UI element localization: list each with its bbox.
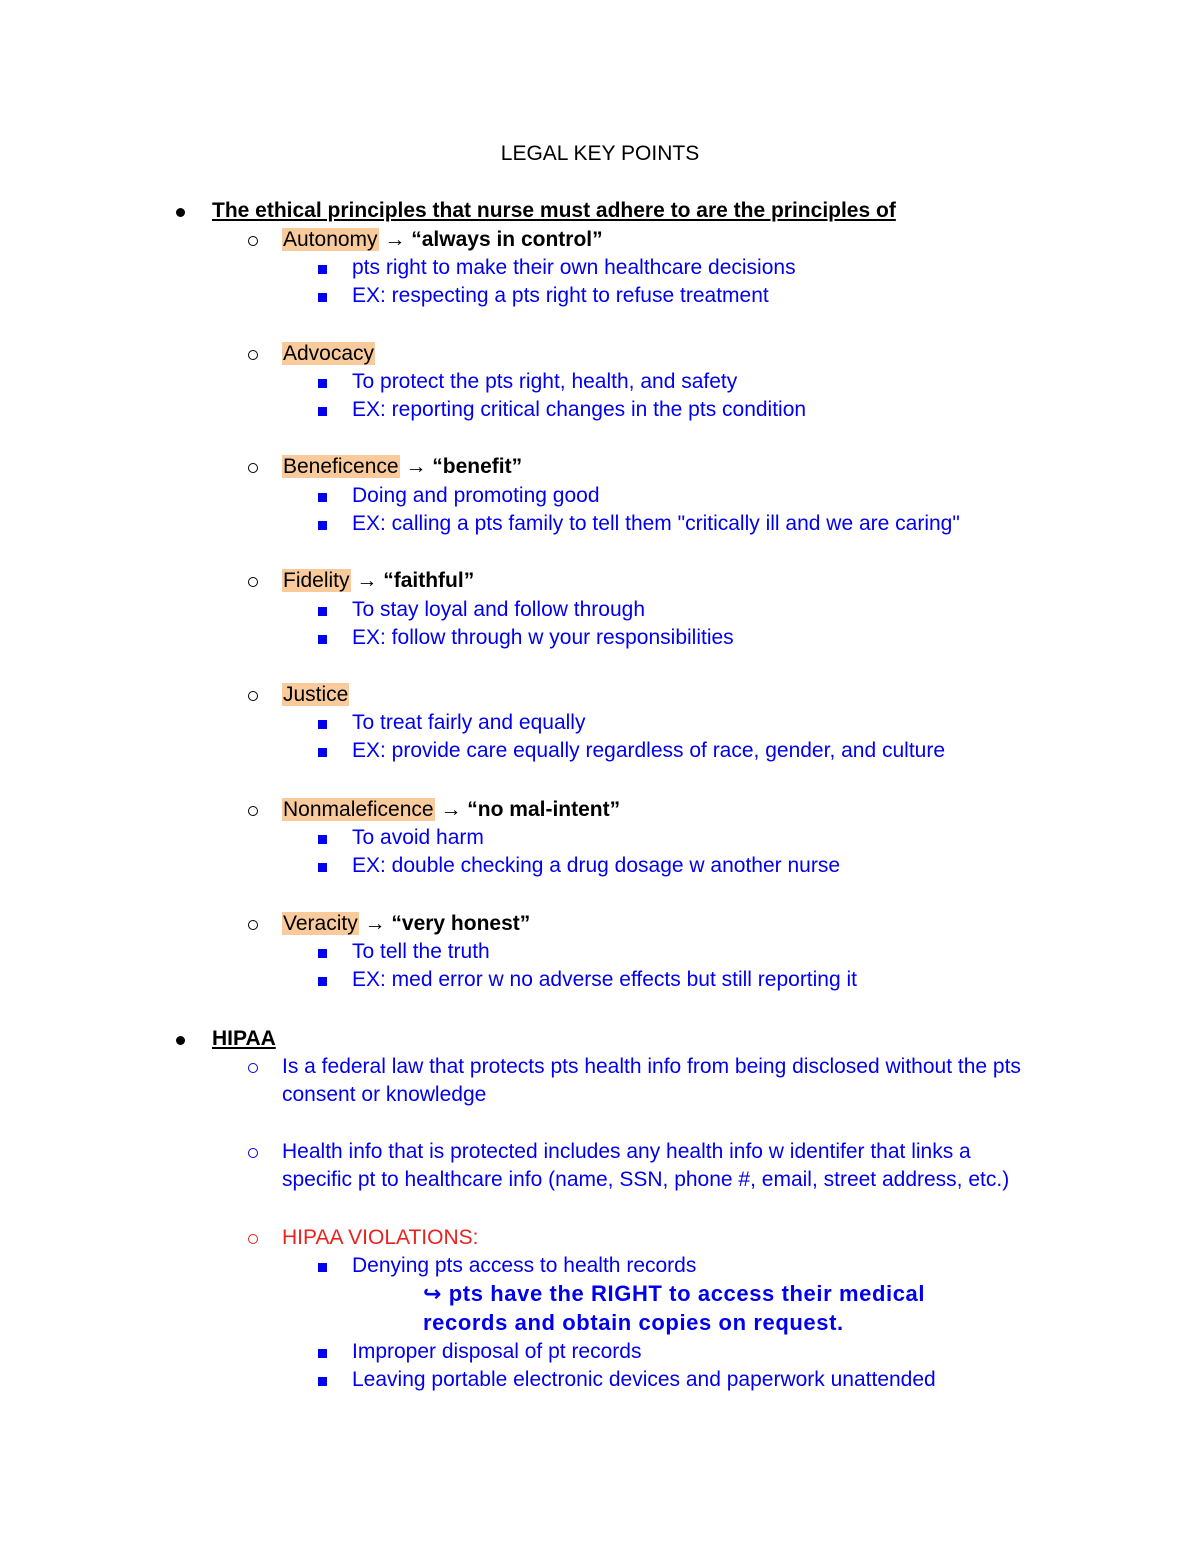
hipaa-protected-line-1: Health info that is protected includes any health info w identifer that links a xyxy=(282,1140,971,1163)
bullet-circle xyxy=(248,226,258,254)
list-item: Improper disposal of pt records xyxy=(352,1340,642,1363)
bullet-circle xyxy=(248,340,258,368)
principle-veracity: Veracity → “very honest” xyxy=(283,912,531,935)
bullet-square xyxy=(318,254,327,282)
emphasis-line-2: records and obtain copies on request. xyxy=(423,1310,844,1335)
bullet-circle xyxy=(248,453,258,481)
principle-fidelity: Fidelity → “faithful” xyxy=(283,569,475,592)
principle-autonomy: Autonomy → “always in control” xyxy=(283,228,603,251)
bullet-square xyxy=(318,1252,327,1280)
bullet-square xyxy=(318,966,327,994)
bullet-square xyxy=(318,624,327,652)
bullet-square xyxy=(318,510,327,538)
hipaa-protected-line-2: specific pt to healthcare info (name, SSN, phone #, email, street address, etc.) xyxy=(282,1168,1010,1191)
bullet-square xyxy=(318,852,327,880)
bullet-square xyxy=(318,368,327,396)
bullet-circle xyxy=(248,910,258,938)
principle-advocacy: Advocacy xyxy=(283,342,375,365)
bullet-square xyxy=(318,1338,327,1366)
bullet-square xyxy=(318,1366,327,1394)
hipaa-definition-line-1: Is a federal law that protects pts health info from being disclosed without the pts xyxy=(282,1055,1021,1078)
bullet-dot xyxy=(176,1025,185,1053)
bullet-square xyxy=(318,709,327,737)
principle-nonmaleficence: Nonmaleficence → “no mal-intent” xyxy=(283,798,621,821)
list-item: EX: provide care equally regardless of race, gender, and culture xyxy=(352,739,946,762)
bullet-circle xyxy=(248,1053,258,1081)
bullet-square xyxy=(318,482,327,510)
page-title: LEGAL KEY POINTS xyxy=(500,142,700,165)
bullet-circle xyxy=(248,1138,258,1166)
list-item: To avoid harm xyxy=(352,826,484,849)
bullet-square xyxy=(318,396,327,424)
list-item: EX: follow through w your responsibilities xyxy=(352,626,734,649)
section-heading-ethics: The ethical principles that nurse must adhere to are the principles of xyxy=(212,199,896,222)
hipaa-definition-line-2: consent or knowledge xyxy=(282,1083,487,1106)
bullet-square xyxy=(318,824,327,852)
bullet-circle xyxy=(248,681,258,709)
emphasis-line-1: ↪ pts have the RIGHT to access their medical xyxy=(423,1281,926,1306)
bullet-circle xyxy=(248,796,258,824)
hipaa-violations-label: HIPAA VIOLATIONS: xyxy=(282,1226,479,1249)
list-item: EX: calling a pts family to tell them "critically ill and we are caring" xyxy=(352,512,960,535)
list-item: EX: double checking a drug dosage w another nurse xyxy=(352,854,840,877)
bullet-circle xyxy=(248,1224,258,1252)
list-item: EX: reporting critical changes in the pts condition xyxy=(352,398,807,421)
bullet-square xyxy=(318,737,327,765)
list-item: To stay loyal and follow through xyxy=(352,598,646,621)
bullet-dot xyxy=(176,197,185,225)
list-item: To protect the pts right, health, and safety xyxy=(352,370,738,393)
list-item: EX: med error w no adverse effects but still reporting it xyxy=(352,968,858,991)
list-item: To tell the truth xyxy=(352,940,490,963)
list-item: pts right to make their own healthcare decisions xyxy=(352,256,796,279)
bullet-square xyxy=(318,938,327,966)
list-item: Denying pts access to health records xyxy=(352,1254,697,1277)
principle-beneficence: Beneficence → “benefit” xyxy=(283,455,523,478)
list-item: Doing and promoting good xyxy=(352,484,600,507)
bullet-square xyxy=(318,596,327,624)
list-item: To treat fairly and equally xyxy=(352,711,586,734)
list-item: EX: respecting a pts right to refuse treatment xyxy=(352,284,769,307)
list-item: Leaving portable electronic devices and paperwork unattended xyxy=(352,1368,936,1391)
bullet-square xyxy=(318,282,327,310)
bullet-circle xyxy=(248,567,258,595)
principle-justice: Justice xyxy=(283,683,349,706)
section-heading-hipaa: HIPAA xyxy=(212,1027,276,1050)
